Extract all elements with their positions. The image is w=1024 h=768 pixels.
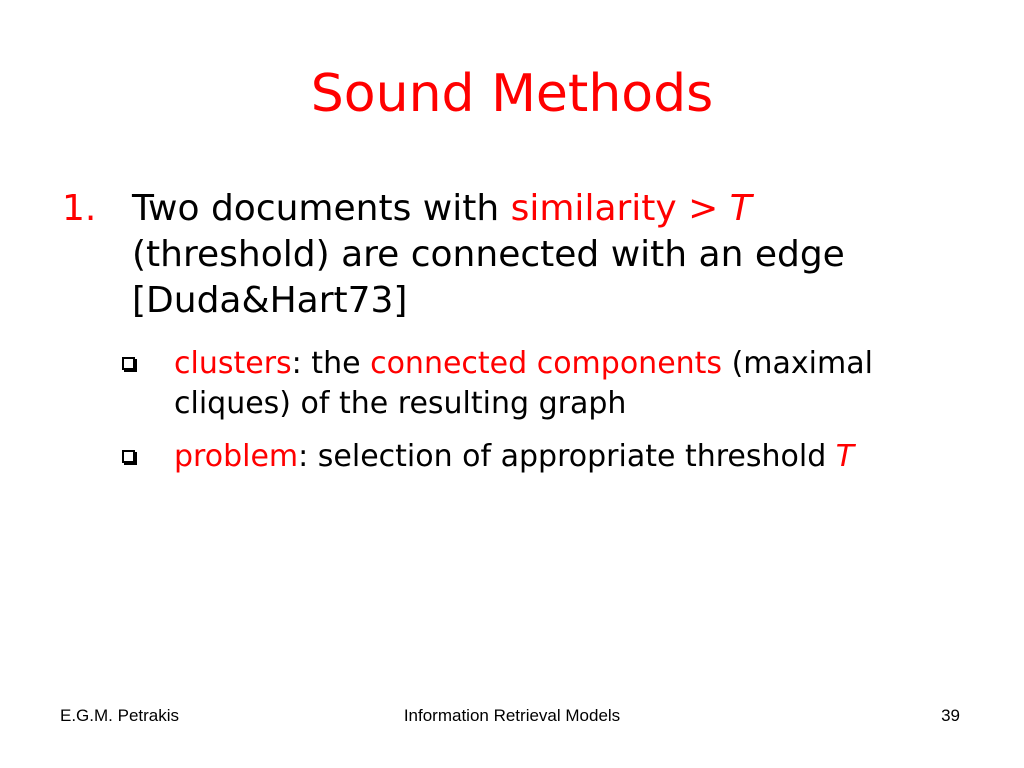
sub-bullet-text xyxy=(174,344,934,424)
hollow-square-bullet-icon xyxy=(122,357,135,370)
clusters-term: clusters xyxy=(174,346,292,381)
sub-bullet-text xyxy=(174,437,934,477)
similarity-highlight: similarity > xyxy=(510,188,730,229)
hollow-square-bullet-icon xyxy=(122,450,135,463)
item-text-part: (threshold) are connected with an edge [Duda&Hart73] xyxy=(132,234,845,321)
problem-term: problem xyxy=(174,439,299,474)
footer-page-number: 39 xyxy=(941,706,960,725)
footer-course: Information Retrieval Models xyxy=(403,706,621,725)
connected-components-highlight: connected components xyxy=(370,346,723,381)
item-text-part: Two documents with xyxy=(132,188,511,229)
item-number: 1. xyxy=(62,188,97,229)
threshold-symbol: T xyxy=(729,188,752,229)
item-text xyxy=(132,186,892,324)
sub-text-part: : selection of appropriate threshold xyxy=(298,439,836,474)
footer-author: E.G.M. Petrakis xyxy=(60,706,180,725)
sub-text-part: : the xyxy=(291,346,371,381)
threshold-symbol: T xyxy=(835,439,855,474)
slide-title: Sound Methods xyxy=(310,64,714,124)
sub-text-part: (maximal cliques) of the resulting graph xyxy=(174,346,873,421)
